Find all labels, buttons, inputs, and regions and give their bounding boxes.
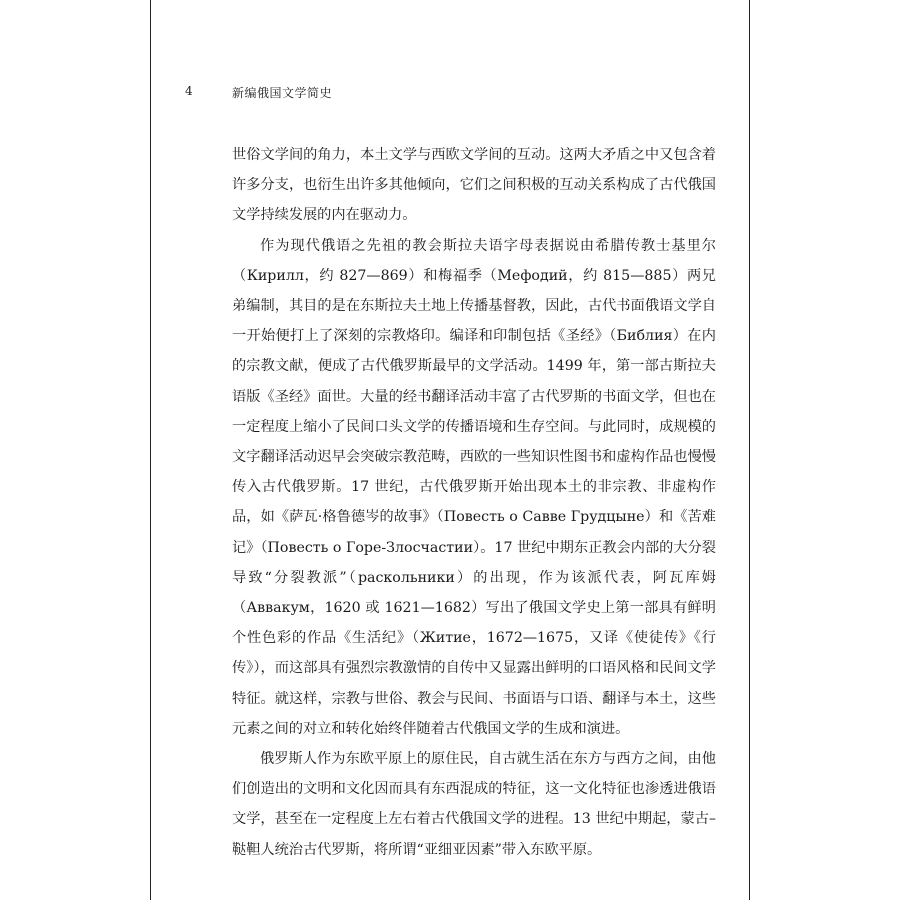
book-page [150, 0, 750, 900]
paragraph-continued: 世俗文学间的角力，本土文学与西欧文学间的互动。这两大矛盾之中又包含着许多分支，也衍生出许多其他倾向，它们之间积极的互动关系构成了古代俄国文学持续发展的内在驱动力。 [232, 147, 716, 224]
paragraph-east-west: 俄罗斯人作为东欧平原上的原住民，自古就生活在东方与西方之间，由他们创造出的文明和文化因而具有东西混成的特征，这一文化特征也渗透进俄语文学，甚至在一定程度上左右着古代俄国文学的进程。13 世纪中期起，蒙古–鞑靼人统治古代罗斯，将所谓“亚细亚因素”带入东欧平原。 [232, 751, 716, 858]
page-header [151, 84, 749, 104]
running-title: 新编俄国文学简史 [232, 86, 333, 100]
page-number: 4 [185, 84, 193, 98]
body-text [232, 140, 716, 865]
paragraph-church-slavonic: 作为现代俄语之先祖的教会斯拉夫语字母表据说由希腊传教士基里尔（Кирилл，约 827—869）和梅福季（Мефодий，约 815—885）两兄弟编制，其目的是在东斯拉夫土地上传播基督教，因此，古代书面俄语文学自一开始便打上了深刻的宗教烙印。编译和印制包括《圣经》（Библия）在内的宗教文献，便成了古代俄罗斯最早的文学活动。1499 年，第一部古斯拉夫语版《圣经》面世。大量的经书翻译活动丰富了古代罗斯的书面文学，但也在一定程度上缩小了民间口头文学的传播语境和生存空间。与此同时，成规模的文字翻译活动迟早会突破宗教范畴，西欧的一些知识性图书和虚构作品也慢慢传入古代俄罗斯。17 世纪，古代俄罗斯开始出现本土的非宗教、非虚构作品，如《萨瓦·格鲁德岑的故事》（Повесть о Савве Грудцыне）和《苦难记》（Повесть о Горе-Злосчастии）。17 世纪中期东正教会内部的大分裂导致“分裂教派”（раскольники）的出现，作为该派代表，阿瓦库姆（Аввакум，1620 或 1621—1682）写出了俄国文学史上第一部具有鲜明个性色彩的作品《生活纪》（Житие，1672—1675，又译《使徒传》《行传》），而这部具有强烈宗教激情的自传中又显露出鲜明的口语风格和民间文学特征。就这样，宗教与世俗、教会与民间、书面语与口语、翻译与本土，这些元素之间的对立和转化始终伴随着古代俄国文学的生成和演进。 [232, 237, 716, 737]
